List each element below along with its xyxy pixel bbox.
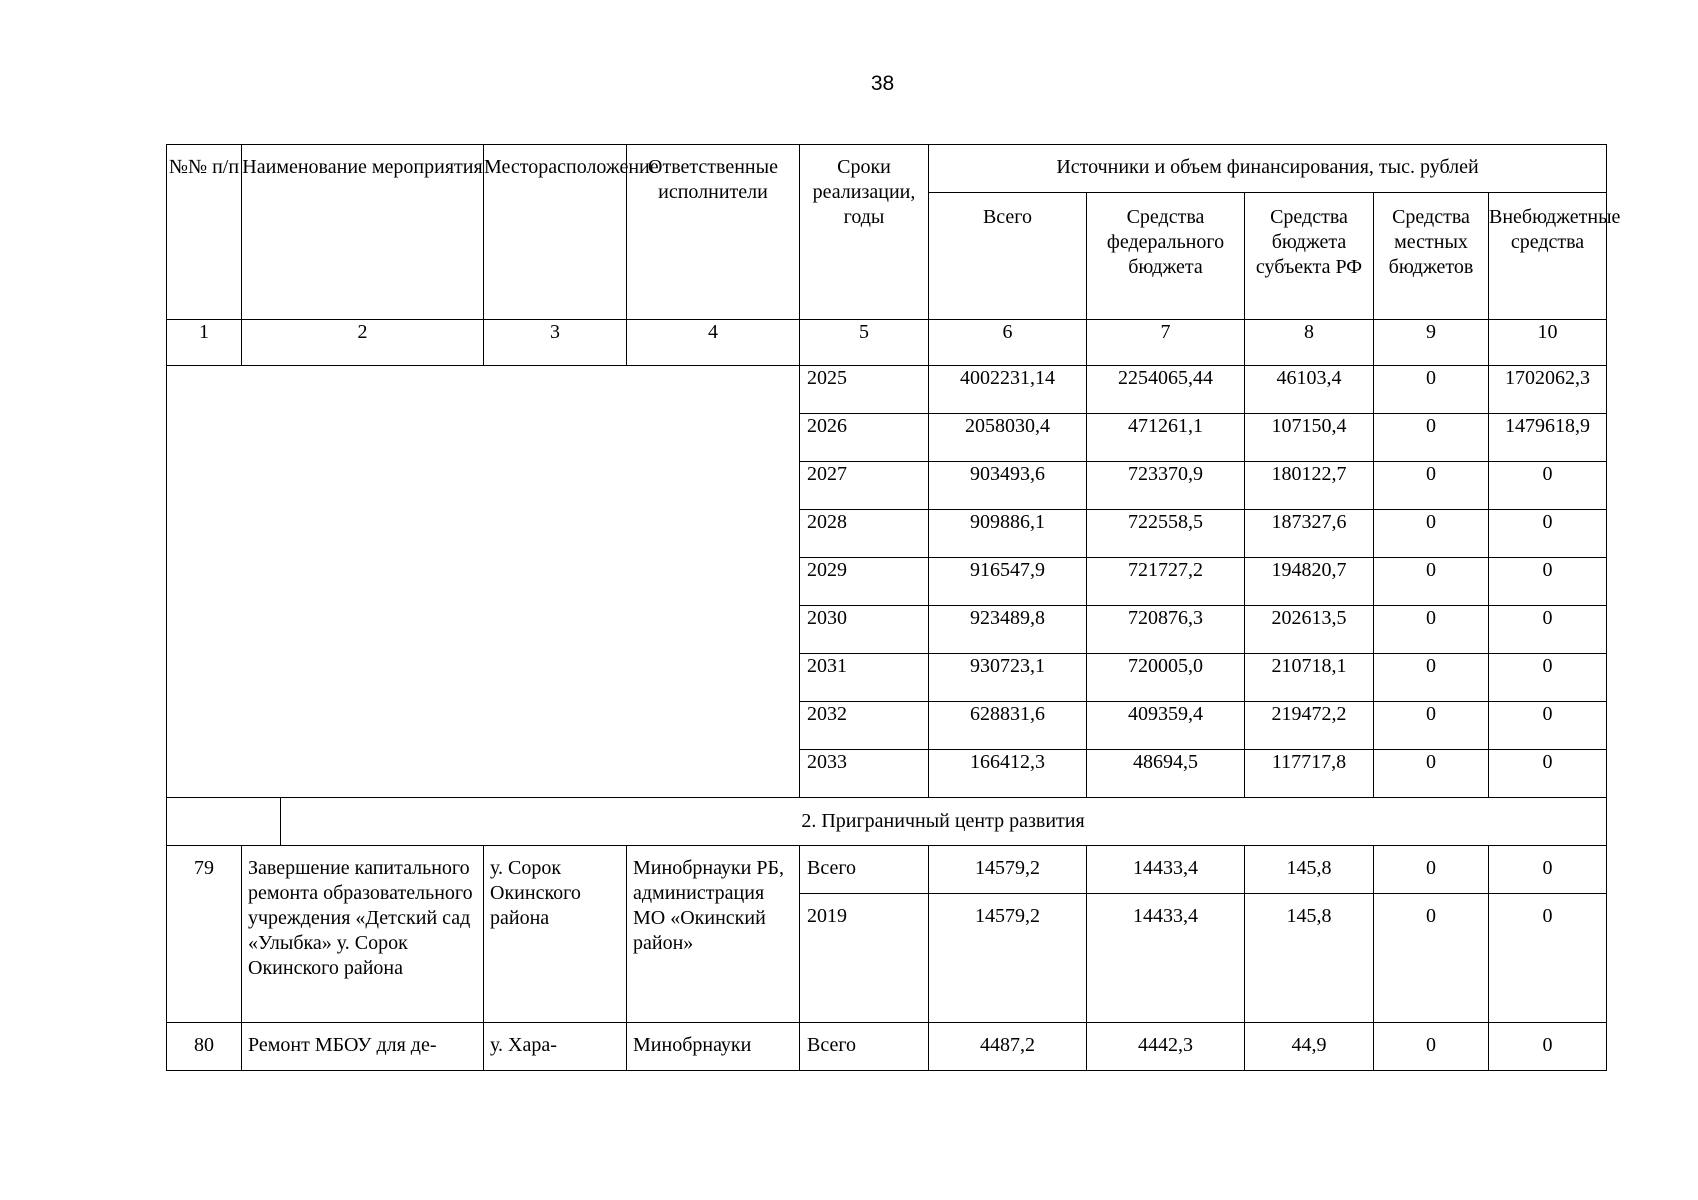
local-cell: 0 — [1374, 846, 1489, 894]
year-cell: 2027 — [800, 462, 929, 510]
extra-cell: 0 — [1489, 702, 1607, 750]
local-cell: 0 — [1374, 654, 1489, 702]
total-cell: 628831,6 — [929, 702, 1087, 750]
header-no: №№ п/п — [167, 145, 242, 320]
extra-cell: 1479618,9 — [1489, 414, 1607, 462]
local-cell: 0 — [1374, 1023, 1489, 1071]
federal-cell: 720876,3 — [1087, 606, 1245, 654]
year-cell: 2025 — [800, 366, 929, 414]
local-cell: 0 — [1374, 462, 1489, 510]
year-cell: 2029 — [800, 558, 929, 606]
year-cell: 2031 — [800, 654, 929, 702]
year-cell: 2026 — [800, 414, 929, 462]
local-cell: 0 — [1374, 510, 1489, 558]
total-cell: 909886,1 — [929, 510, 1087, 558]
federal-cell: 722558,5 — [1087, 510, 1245, 558]
federal-cell: 14433,4 — [1087, 894, 1245, 1023]
federal-cell: 721727,2 — [1087, 558, 1245, 606]
subject-cell: 194820,7 — [1245, 558, 1374, 606]
year-cell: 2030 — [800, 606, 929, 654]
year-cell: 2028 — [800, 510, 929, 558]
total-cell: 2058030,4 — [929, 414, 1087, 462]
year-cell: 2032 — [800, 702, 929, 750]
subject-cell: 145,8 — [1245, 846, 1374, 894]
local-cell: 0 — [1374, 606, 1489, 654]
col-number: 10 — [1489, 320, 1607, 366]
col-number: 4 — [627, 320, 800, 366]
col-number: 1 — [167, 320, 242, 366]
total-cell: 916547,9 — [929, 558, 1087, 606]
header-name: Наименование мероприятия — [242, 145, 484, 320]
subject-cell: 145,8 — [1245, 894, 1374, 1023]
federal-cell: 723370,9 — [1087, 462, 1245, 510]
total-cell: 166412,3 — [929, 750, 1087, 798]
section-title: 2. Приграничный центр развития — [801, 810, 1085, 832]
header-location: Месторасположение — [484, 145, 627, 320]
subject-cell: 202613,5 — [1245, 606, 1374, 654]
subject-cell: 180122,7 — [1245, 462, 1374, 510]
year-cell: 2033 — [800, 750, 929, 798]
header-row-1 — [167, 145, 1607, 193]
item-number: 80 — [167, 1023, 242, 1071]
extra-cell: 1702062,3 — [1489, 366, 1607, 414]
total-cell: 4002231,14 — [929, 366, 1087, 414]
federal-cell: 471261,1 — [1087, 414, 1245, 462]
subject-cell: 46103,4 — [1245, 366, 1374, 414]
extra-cell: 0 — [1489, 510, 1607, 558]
header-total: Всего — [929, 193, 1087, 320]
header-local: Средства местных бюджетов — [1374, 193, 1489, 320]
header-period: Сроки реализации, годы — [800, 145, 929, 320]
extra-cell: 0 — [1489, 846, 1607, 894]
extra-cell: 0 — [1489, 558, 1607, 606]
section-cell — [167, 798, 1607, 846]
col-number: 7 — [1087, 320, 1245, 366]
subject-cell: 187327,6 — [1245, 510, 1374, 558]
extra-cell: 0 — [1489, 750, 1607, 798]
col-number: 9 — [1374, 320, 1489, 366]
federal-cell: 4442,3 — [1087, 1023, 1245, 1071]
year-row — [167, 366, 1607, 414]
col-number: 8 — [1245, 320, 1374, 366]
col-number: 2 — [242, 320, 484, 366]
col-number: 5 — [800, 320, 929, 366]
local-cell: 0 — [1374, 894, 1489, 1023]
header-extra: Внебюджетные средства — [1489, 193, 1607, 320]
column-number-row — [167, 320, 1607, 366]
subject-cell: 117717,8 — [1245, 750, 1374, 798]
item-number: 79 — [167, 846, 242, 1023]
item-name: Завершение капитального ремонта образовательного учреждения «Детский сад «Улыбка» у. Сорок Окинского района — [242, 846, 484, 1023]
federal-cell: 720005,0 — [1087, 654, 1245, 702]
total-cell: 923489,8 — [929, 606, 1087, 654]
item-80-row — [167, 1023, 1607, 1071]
item-79-row-total — [167, 846, 1607, 894]
local-cell: 0 — [1374, 750, 1489, 798]
total-cell: 930723,1 — [929, 654, 1087, 702]
extra-cell: 0 — [1489, 654, 1607, 702]
header-subject: Средства бюджета субъекта РФ — [1245, 193, 1374, 320]
subject-cell: 107150,4 — [1245, 414, 1374, 462]
col-number: 3 — [484, 320, 627, 366]
item-location: у. Сорок Окинского района — [484, 846, 627, 1023]
extra-cell: 0 — [1489, 462, 1607, 510]
total-cell: 903493,6 — [929, 462, 1087, 510]
header-funding: Источники и объем финансирования, тыс. рублей — [929, 145, 1607, 193]
item-location: у. Хара- — [484, 1023, 627, 1071]
extra-cell: 0 — [1489, 894, 1607, 1023]
federal-cell: 14433,4 — [1087, 846, 1245, 894]
period-cell: Всего — [800, 1023, 929, 1071]
col-number: 6 — [929, 320, 1087, 366]
subject-cell: 44,9 — [1245, 1023, 1374, 1071]
total-cell: 14579,2 — [929, 846, 1087, 894]
federal-cell: 2254065,44 — [1087, 366, 1245, 414]
header-responsible: Ответственные исполнители — [627, 145, 800, 320]
subject-cell: 219472,2 — [1245, 702, 1374, 750]
funding-table — [166, 144, 1621, 1071]
local-cell: 0 — [1374, 414, 1489, 462]
total-cell: 14579,2 — [929, 894, 1087, 1023]
extra-cell: 0 — [1489, 1023, 1607, 1071]
page-number: 38 — [870, 72, 895, 95]
subject-cell: 210718,1 — [1245, 654, 1374, 702]
federal-cell: 48694,5 — [1087, 750, 1245, 798]
period-cell: 2019 — [800, 894, 929, 1023]
blank-merged-cell — [167, 366, 800, 798]
item-name: Ремонт МБОУ для де- — [242, 1023, 484, 1071]
header-federal: Средства федерального бюджета — [1087, 193, 1245, 320]
total-cell: 4487,2 — [929, 1023, 1087, 1071]
item-responsible: Минобрнауки — [627, 1023, 800, 1071]
local-cell: 0 — [1374, 558, 1489, 606]
period-cell: Всего — [800, 846, 929, 894]
federal-cell: 409359,4 — [1087, 702, 1245, 750]
local-cell: 0 — [1374, 366, 1489, 414]
local-cell: 0 — [1374, 702, 1489, 750]
item-responsible: Минобрнауки РБ, администрация МО «Окинский район» — [627, 846, 800, 1023]
section-row — [167, 798, 1607, 846]
extra-cell: 0 — [1489, 606, 1607, 654]
